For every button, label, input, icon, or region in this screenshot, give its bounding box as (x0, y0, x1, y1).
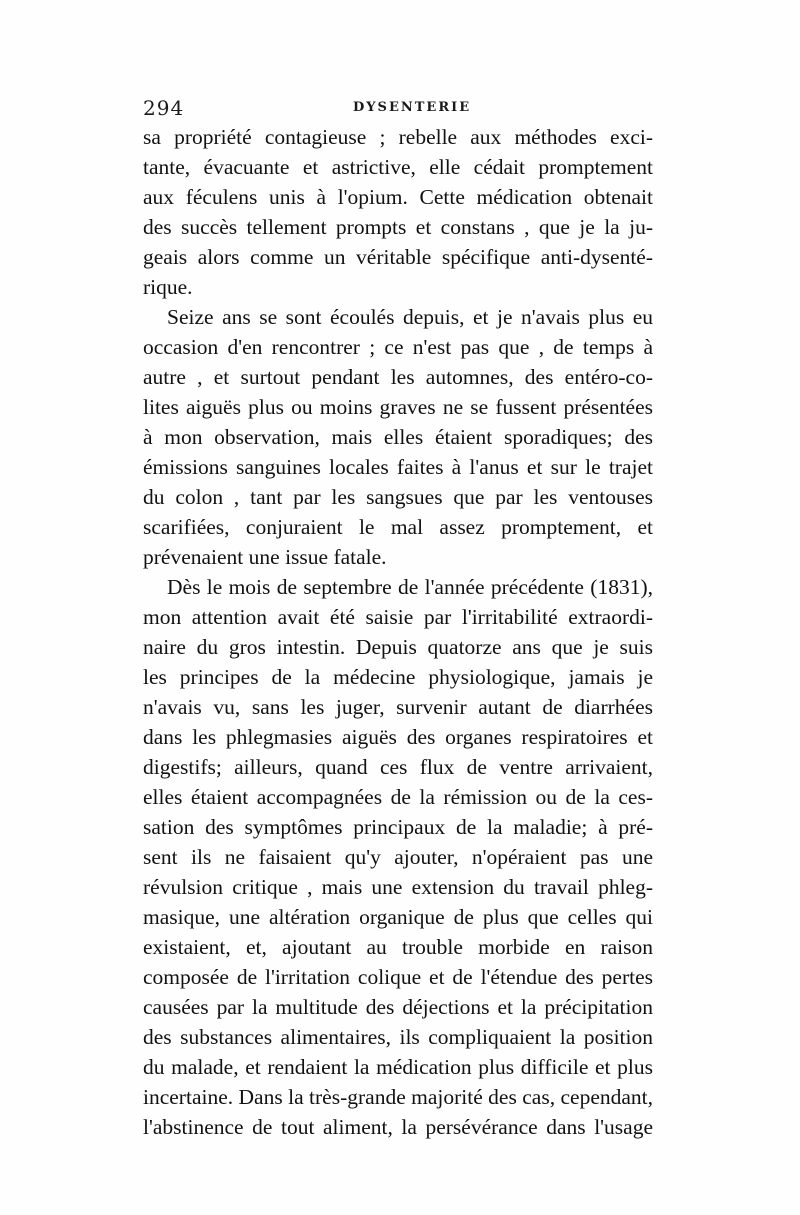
text-line: prévenaient une issue fatale. (143, 545, 387, 569)
text-line: tante, évacuante et astrictive, elle cédait promptement (143, 155, 653, 179)
text-line: dans les phlegmasies aiguës des organes respiratoires et (143, 725, 653, 749)
text-line: l'abstinence de tout aliment, la persévérance dans l'usage (143, 1115, 653, 1139)
text-line: émissions sanguines locales faites à l'anus et sur le trajet (143, 455, 653, 479)
body-text (143, 122, 653, 1142)
text-line: masique, une altération organique de plus que celles qui (143, 905, 653, 929)
text-line: Dès le mois de septembre de l'année précédente (1831), (167, 575, 653, 599)
text-line: scarifiées, conjuraient le mal assez promptement, et (143, 515, 653, 539)
text-line: à mon observation, mais elles étaient sporadiques; des (143, 425, 653, 449)
text-line: sation des symptômes principaux de la maladie; à pré- (143, 815, 653, 839)
text-line: rique. (143, 275, 193, 299)
text-line: du colon , tant par les sangsues que par les ventouses (143, 485, 653, 509)
text-line: les principes de la médecine physiologique, jamais je (143, 665, 653, 689)
text-line: des succès tellement prompts et constans , que je la ju- (143, 215, 653, 239)
text-line: lites aiguës plus ou moins graves ne se fussent présentées (143, 395, 653, 419)
text-line: du malade, et rendaient la médication plus difficile et plus (143, 1055, 653, 1079)
text-line: composée de l'irritation colique et de l'étendue des pertes (143, 965, 653, 989)
text-line: sa propriété contagieuse ; rebelle aux méthodes exci- (143, 125, 653, 149)
text-line: digestifs; ailleurs, quand ces flux de ventre arrivaient, (143, 755, 653, 779)
text-line: n'avais vu, sans les juger, survenir autant de diarrhées (143, 695, 653, 719)
text-line: des substances alimentaires, ils compliquaient la position (143, 1025, 653, 1049)
text-line: geais alors comme un véritable spécifique anti-dysenté- (143, 245, 653, 269)
running-title: DYSENTERIE (353, 100, 472, 115)
text-line: mon attention avait été saisie par l'irritabilité extraordi- (143, 605, 653, 629)
text-line: autre , et surtout pendant les automnes, des entéro-co- (143, 365, 653, 389)
text-line: existaient, et, ajoutant au trouble morbide en raison (143, 935, 653, 959)
text-line: sent ils ne faisaient qu'y ajouter, n'opéraient pas une (143, 845, 653, 869)
text-line: elles étaient accompagnées de la rémission ou de la ces- (143, 785, 653, 809)
text-line: naire du gros intestin. Depuis quatorze ans que je suis (143, 635, 653, 659)
text-line: Seize ans se sont écoulés depuis, et je n'avais plus eu (167, 305, 653, 329)
text-line: occasion d'en rencontrer ; ce n'est pas que , de temps à (143, 335, 653, 359)
text-line: révulsion critique , mais une extension du travail phleg- (143, 875, 653, 899)
page-number: 294 (143, 96, 185, 120)
text-line: causées par la multitude des déjections et la précipitation (143, 995, 653, 1019)
text-line: incertaine. Dans la très-grande majorité des cas, cependant, (143, 1085, 653, 1109)
text-line: aux féculens unis à l'opium. Cette médication obtenait (143, 185, 653, 209)
